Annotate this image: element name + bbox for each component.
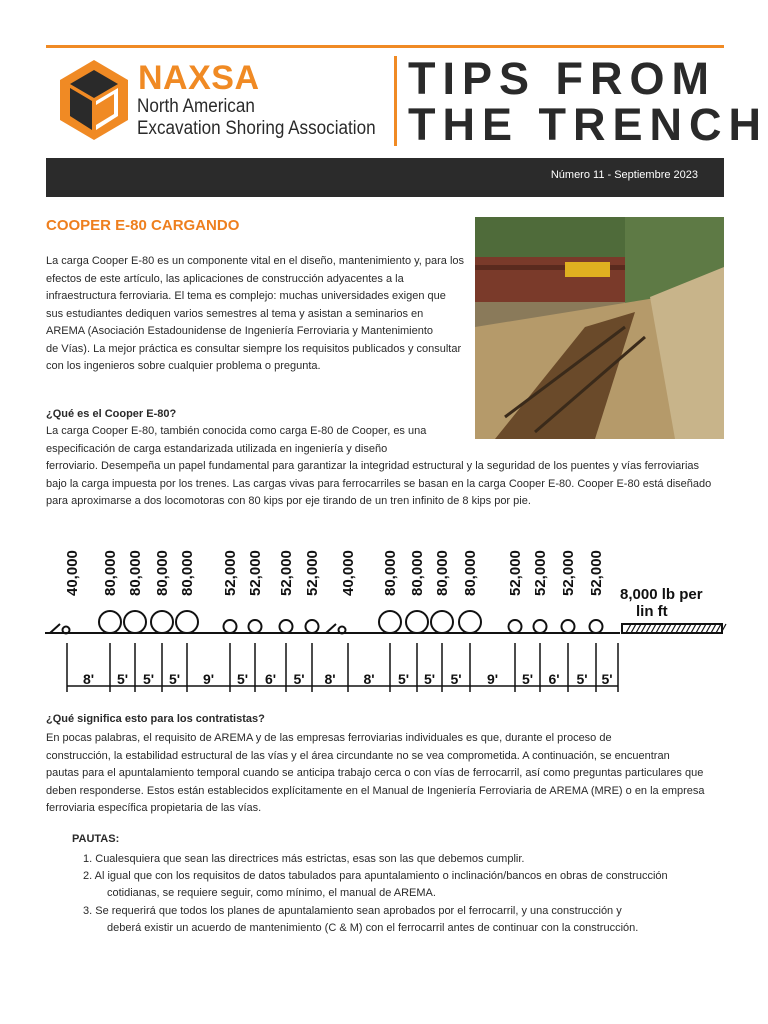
- axle-load-label: 40,000: [340, 550, 357, 596]
- spacing-label: 5': [142, 671, 155, 687]
- spacing-label: 6': [264, 671, 277, 687]
- spacing-label: 5': [397, 671, 410, 687]
- wheel-load: [224, 620, 237, 633]
- guideline-text: deberá existir un acuerdo de mantenimiento (C & M) con el ferrocarril antes de continuar con la construcción.: [107, 922, 639, 934]
- wheel-load: [459, 611, 481, 633]
- axle-load-label: 52,000: [588, 550, 605, 596]
- answer-line: En pocas palabras, el requisito de AREMA y de las empresas ferroviarias individuales es que, durante el proceso de: [46, 732, 612, 744]
- wheel-load: [280, 620, 293, 633]
- axle-load-label: 80,000: [409, 550, 426, 596]
- trench-shoring-photo: [475, 217, 724, 439]
- spacing-label: 8': [82, 671, 95, 687]
- wheel-load: [562, 620, 575, 633]
- intro-line: La carga Cooper E-80 es un componente vital en el diseño, mantenimiento y, para los: [46, 255, 465, 267]
- spacing-label: 8': [324, 671, 336, 687]
- guideline-number: 1.: [83, 853, 93, 865]
- intro-line: con los ingenieros sobre cualquier problema o pregunta.: [46, 360, 321, 372]
- question-answer: [46, 423, 726, 511]
- spacing-label: 8': [363, 671, 375, 687]
- guideline-text: Se requerirá que todos los planes de apuntalamiento sean aprobados por el ferrocarril, y una construcción y: [95, 905, 622, 917]
- wheel-load: [509, 620, 522, 633]
- guideline-number: 2.: [83, 870, 93, 882]
- answer-line: especificación de carga estandarizada utilizada en ingeniería y diseño: [46, 442, 388, 455]
- spacing-label: 6': [548, 671, 560, 687]
- pilot-wheel-mark: [50, 624, 60, 633]
- axle-load-label: 80,000: [127, 550, 144, 596]
- intro-line: AREMA (Asociación Estadounidense de Ingeniería Ferroviaria y Mantenimiento: [46, 325, 434, 337]
- naxsa-logo-icon: [58, 58, 130, 142]
- axle-load-label: 52,000: [304, 550, 321, 596]
- org-short-name: NAXSA: [138, 59, 260, 97]
- intro-line: sus estudiantes dediquen varios semestres al tema y asistan a seminarios en: [46, 307, 424, 320]
- header-top-rule: [46, 45, 724, 48]
- axle-load-label: 52,000: [222, 550, 239, 596]
- axle-load-label: 80,000: [434, 550, 451, 596]
- axle-load-label: 52,000: [532, 550, 549, 596]
- pilot-wheel-mark: [326, 624, 336, 633]
- wheel-load: [249, 620, 262, 633]
- spacing-label: 9': [486, 671, 499, 687]
- spacing-label: 5': [423, 671, 436, 687]
- intro-line: de Vías). La mejor práctica es consultar siempre los requisitos publicados y consultar: [46, 342, 462, 355]
- question-heading: ¿Qué significa esto para los contratistas?: [46, 713, 265, 725]
- issue-label: Número 11 - Septiembre 2023: [550, 169, 698, 181]
- answer-line: ferroviaria específica propietaria de las vías.: [46, 802, 262, 814]
- axle-load-label: 80,000: [154, 550, 171, 596]
- guideline-item: [83, 903, 638, 937]
- axle-load-label: 80,000: [462, 550, 479, 596]
- axle-load-label: 80,000: [179, 550, 196, 596]
- header-vertical-divider: [394, 56, 397, 146]
- article-title: COOPER E-80 CARGANDO: [46, 217, 240, 234]
- question-heading: ¿Qué es el Cooper E-80?: [46, 408, 177, 420]
- axle-load-label: 52,000: [560, 550, 577, 596]
- axle-load-label: 52,000: [278, 550, 295, 596]
- answer-line: bajo la carga impuesta por los trenes. Las cargas vivas para ferrocarriles se basan en la carga Cooper E-80. Cooper E-80 está diseñado: [46, 477, 712, 490]
- uniform-load-label: 8,000 lb per: [620, 586, 703, 603]
- axle-load-label: 52,000: [507, 550, 524, 596]
- spacing-label: 5': [576, 671, 588, 687]
- wheel-load: [590, 620, 603, 633]
- spacing-label: 5': [116, 671, 129, 687]
- spacing-label: 5': [168, 671, 181, 687]
- answer-line: deben responderse. Estos están establecidos explícitamente en el Manual de Ingeniería Ferroviaria de AREMA (MRE) o en la empresa: [46, 784, 705, 797]
- answer-line: pautas para el apuntalamiento temporal cuando se anticipa trabajo cerca o con vías de ferrocarril, así como preguntas particulares que: [46, 767, 704, 779]
- guideline-text: cotidianas, se requiere seguir, como mínimo, el manual de AREMA.: [107, 887, 436, 899]
- guideline-item: [83, 868, 668, 902]
- wheel-load: [534, 620, 547, 633]
- uniform-load-label: lin ft: [636, 603, 668, 620]
- spacing-label: 5': [450, 671, 462, 687]
- wheel-load: [431, 611, 453, 633]
- axle-load-label: 80,000: [102, 550, 119, 596]
- spacing-label: 5': [293, 671, 305, 687]
- axle-load-label: 52,000: [247, 550, 264, 596]
- org-name-line1: North American: [137, 96, 255, 117]
- wheel-load: [306, 620, 319, 633]
- answer-line: para aproximarse a dos locomotoras con 80 kips por eje tirando de un tren infinito de 8 kips por pie.: [46, 495, 531, 507]
- guideline-text: Cualesquiera que sean las directrices más estrictas, esas son las que debemos cumplir.: [95, 853, 525, 865]
- answer-line: ferroviario. Desempeña un papel fundamental para garantizar la integridad estructural y la seguridad de los puentes y vías ferroviarias: [46, 460, 700, 472]
- issue-bar: [46, 158, 724, 197]
- wheel-load: [99, 611, 121, 633]
- guideline-number: 3.: [83, 905, 93, 917]
- answer-line: La carga Cooper E-80, también conocida como carga E-80 de Cooper, es una: [46, 425, 427, 437]
- spacing-label: 5': [521, 671, 534, 687]
- org-name-line2: Excavation Shoring Association: [137, 118, 376, 139]
- intro-line: efectos de este artículo, las aplicaciones de construcción adyacentes a la: [46, 272, 404, 285]
- spacing-label: 9': [202, 671, 215, 687]
- newsletter-title-line2: THE TRENCH: [408, 99, 768, 150]
- guideline-item: [83, 851, 524, 868]
- axle-load-label: 80,000: [382, 550, 399, 596]
- question-answer: [46, 730, 736, 818]
- wheel-load: [151, 611, 173, 633]
- spacing-label: 5': [601, 671, 613, 687]
- cooper-e80-load-diagram: [40, 526, 730, 696]
- answer-line: construcción, la estabilidad estructural de las vías y el área circundante no se vea comprometida. A continuación, se encuentran: [46, 749, 670, 762]
- guidelines-title: PAUTAS:: [72, 833, 120, 845]
- spacing-label: 5': [236, 671, 249, 687]
- newsletter-title-line1: TIPS FROM: [408, 53, 716, 104]
- guideline-text: Al igual que con los requisitos de datos tabulados para apuntalamiento o inclinación/bancos en obras de construcción: [94, 870, 668, 882]
- wheel-load: [124, 611, 146, 633]
- intro-paragraph: [46, 253, 466, 376]
- wheel-load: [406, 611, 428, 633]
- intro-line: infraestructura ferroviaria. El tema es complejo: muchas universidades exigen que: [46, 290, 446, 302]
- wheel-load: [176, 611, 198, 633]
- axle-load-label: 40,000: [64, 550, 81, 596]
- wheel-load: [379, 611, 401, 633]
